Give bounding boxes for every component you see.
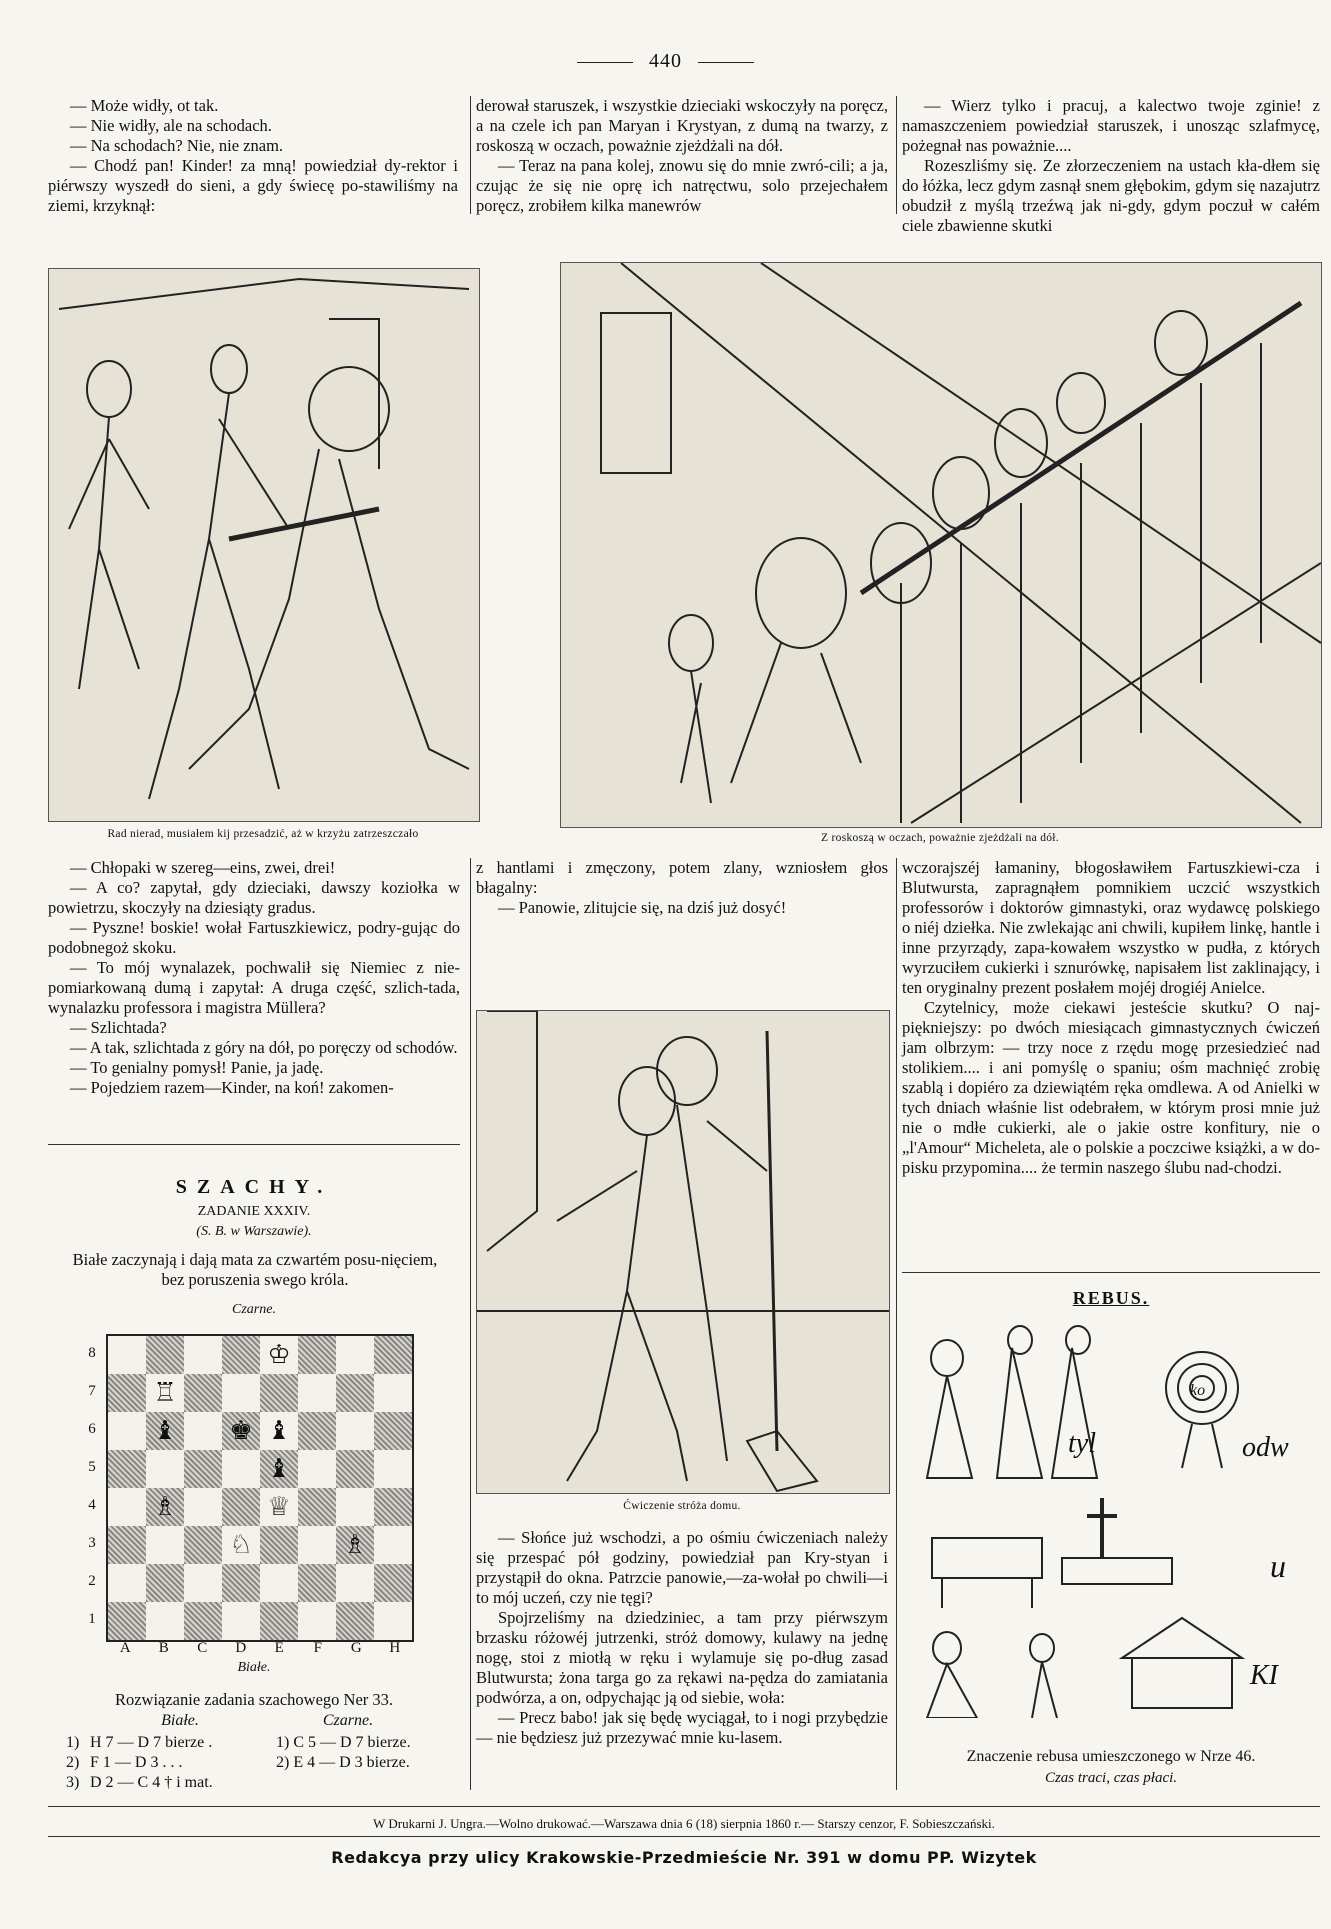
mid-column-1: [48, 858, 460, 1098]
paragraph: — Wierz tylko i pracuj, a kalectwo twoje zginie! z namaszczeniem powiedział staruszek, i unosząc szlafmycę, pożegnał nas poważnie....: [902, 96, 1320, 155]
chess-square: [336, 1450, 374, 1488]
chess-title: SZACHY.: [175, 1176, 333, 1198]
chess-square: [260, 1336, 298, 1374]
chess-piece: ♗: [153, 1492, 177, 1522]
chess-square: [336, 1412, 374, 1450]
chess-square: [184, 1336, 222, 1374]
mid-column-2: [476, 858, 888, 918]
top-column-3: [902, 96, 1320, 236]
middle-caption: Ćwiczenie stróża domu.: [623, 1500, 741, 1512]
illustration-gymnastics-stick: [48, 268, 480, 822]
paragraph: wczorajszéj łamaniny, błogosławiłem Fartuszkiewi-cza i Blutwursta, zapragnąłem pomnikiem uczcić wszystkich professorów i doktorów gimnastyki, oraz wydawcę polskiego o niéj dziełka. Nie zwlekając ani chwili, kupiłem linkę, hantle i inne przyrządy, zapa-kowałem wszystko w pudła, z których wyrzuciłem cukierki i sznurówkę, napisałem list zaklinający, i ten oryginalny prezent posłałem mojéj drogiéj Anielce.: [902, 858, 1320, 997]
file-label: B: [158, 1640, 169, 1656]
paragraph: — Szlichtada?: [70, 1018, 167, 1037]
chess-square: [298, 1374, 336, 1412]
chess-square: [222, 1488, 260, 1526]
paragraph: — Słońce już wschodzi, a po ośmiu ćwiczeniach należy się przespać pół godziny, powiedział pan Kry-styan i przystąpił do okna. Patrzcie panowie,—za-wołał po chwili—i to mój uczeń, czy nie tęgi?: [476, 1528, 888, 1607]
chess-square: [298, 1602, 336, 1640]
paragraph: — Teraz na pana kolej, znowu się do mnie zwró-cili; a ja, czując że się nie oprę ich natręctwu, solo przejechałem poręcz, zrobiłem kilka manewrów: [476, 156, 888, 215]
chess-square: [108, 1412, 146, 1450]
chess-square: [298, 1450, 336, 1488]
chess-square: [184, 1602, 222, 1640]
paragraph: — To genialny pomysł! Panie, ja jadę.: [70, 1058, 324, 1077]
left-caption: Rad nierad, musiałem kij przesadzić, aż w krzyżu zatrzeszczało: [107, 828, 419, 840]
paragraph: — A tak, szlichtada z góry na dół, po poręczy od schodów.: [70, 1038, 458, 1057]
chess-square: [374, 1412, 412, 1450]
paragraph: — To mój wynalazek, pochwalił się Niemiec z nie-pomiarkowaną dumą i zapytał: A druga część, szlich-tada, wynalazku professora i magistra Müllera?: [48, 958, 460, 1017]
file-labels: [106, 1640, 414, 1657]
chess-square: [184, 1488, 222, 1526]
rank-label: 7: [88, 1383, 96, 1399]
black-move: 2) E 4 — D 3 bierze.: [276, 1754, 410, 1771]
paragraph: — Panowie, zlitujcie się, na dziś już dosyć!: [498, 898, 787, 917]
solution-title: Rozwiązanie zadania szachowego Ner 33.: [114, 1690, 394, 1709]
rebus-title: REBUS.: [1072, 1288, 1150, 1308]
right-caption: Z roskoszą w oczach, poważnie zjeżdżali na dół.: [821, 832, 1059, 844]
chess-square: [298, 1564, 336, 1602]
chess-square: [336, 1564, 374, 1602]
rank-label: 3: [88, 1535, 96, 1551]
chess-square: [336, 1336, 374, 1374]
rebus-word-tyl: tyl: [1068, 1428, 1096, 1459]
paragraph: Czytelnicy, może ciekawi jesteście skutku? O naj-piękniejszy: po dwóch miesiącach gimnastycznych ćwiczeń jam olbrzym: — trzy noce z rzędu mogę przesiedzieć nad stolikiem.... i ani pomyślę o spaniu; ośm machnięć zrobię szablą i dopiéro za dziewiątém ręka omdlewa. A od Anielki w tych dniach właśnie list odebrałem, w którym prosi mnie już nie o mdłe cukierki, ale o jakie ostre konfitury, nie o „l'Amour“ Micheleta, ale o polskie a poczciwe książki, a w do-pisku przypomina.... że termin naszego ślubu nad-chodzi.: [902, 998, 1320, 1177]
column-divider: [470, 858, 471, 1790]
footer-rule: [48, 1806, 1320, 1807]
chess-square: [184, 1374, 222, 1412]
rank-labels: [84, 1334, 104, 1638]
rebus-answer-title: Znaczenie rebusa umieszczonego w Nrze 46.: [966, 1748, 1256, 1765]
white-label: Białe.: [237, 1660, 271, 1675]
paragraph: — Chodź pan! Kinder! za mną! powiedział dy-rektor i piérwszy wyszedł do sieni, a gdy świecę po-stawiliśmy na ziemi, krzyknął:: [48, 156, 458, 215]
paragraph: — Na schodach? Nie, nie znam.: [70, 136, 284, 155]
paragraph: z hantlami i zmęczony, potem zlany, wzniosłem głos błagalny:: [476, 858, 888, 897]
paragraph: — A co? zapytał, gdy dzieciaki, dawszy koziołka w powietrzu, skoczyły na dziesiąty gradus.: [48, 878, 460, 917]
rebus-word-ki: KI: [1250, 1660, 1278, 1691]
solution-white-head: Białe.: [161, 1712, 199, 1729]
footer-rule: [48, 1836, 1320, 1837]
rebus-answer: Czas traci, czas płaci.: [1044, 1770, 1178, 1786]
file-label: C: [197, 1640, 208, 1656]
paragraph: — Pojedziem razem—Kinder, na koń! zakomen-: [70, 1078, 394, 1097]
move-row: [66, 1754, 466, 1774]
column-divider: [470, 96, 471, 214]
chess-problem-number: ZADANIE XXXIV.: [197, 1204, 311, 1219]
file-label: F: [313, 1640, 322, 1656]
move-number: 3): [66, 1774, 80, 1791]
rank-label: 8: [88, 1345, 96, 1361]
chess-square: [374, 1374, 412, 1412]
chess-square: [146, 1450, 184, 1488]
chess-square: [184, 1564, 222, 1602]
chess-square: [146, 1602, 184, 1640]
chess-piece: ♖: [153, 1378, 177, 1408]
column-divider: [896, 858, 897, 1790]
chess-square: [146, 1412, 184, 1450]
chess-author: (S. B. w Warszawie).: [196, 1224, 312, 1239]
chess-square: [298, 1412, 336, 1450]
chess-square: [146, 1526, 184, 1564]
chess-square: [374, 1336, 412, 1374]
chess-square: [260, 1450, 298, 1488]
chess-square: [108, 1564, 146, 1602]
illustration-janitor: [476, 1010, 890, 1494]
chess-square: [260, 1412, 298, 1450]
chess-square: [260, 1564, 298, 1602]
chess-square: [108, 1336, 146, 1374]
imprint-line: W Drukarni J. Ungra.—Wolno drukować.—Warszawa dnia 6 (18) sierpnia 1860 r.— Starszy cenzor, F. Sobieszczański.: [373, 1816, 995, 1831]
move-number: 1): [66, 1734, 80, 1751]
chess-square: [146, 1564, 184, 1602]
move-number: 2): [66, 1754, 80, 1771]
paragraph: derował staruszek, i wszystkie dzieciaki wskoczyły na poręcz, a na czele ich pan Maryan i Krystyan, z dumą na twarzy, z roskoszą w oczach, poważnie zjeżdżali na dół.: [476, 96, 888, 155]
top-column-2: [476, 96, 888, 216]
rebus-engraving: [902, 1318, 1320, 1718]
chess-piece: ♘: [229, 1530, 253, 1560]
white-move: D 2 — C 4 † i mat.: [90, 1774, 213, 1791]
paragraph: Rozeszliśmy się. Ze złorzeczeniem na ustach kła-dłem się do łóżka, lecz gdym zasnął snem głębokim, gdym się nazajutrz obudził z myślą trzeźwą jak ni-gdy, gdym poczuł w całém ciele zbawienne skutki: [902, 156, 1320, 235]
chess-square: [374, 1602, 412, 1640]
chess-square: [184, 1526, 222, 1564]
chess-square: [260, 1602, 298, 1640]
paragraph: — Precz babo! jak się będę wyciągał, to i nogi przybędzie — nie będziesz już przezywać mnie ku-lasem.: [476, 1708, 888, 1747]
chess-square: [146, 1336, 184, 1374]
rank-label: 2: [88, 1573, 96, 1589]
editorial-address: Redakcya przy ulicy Krakowskie-Przedmieście Nr. 391 w domu PP. Wizytek: [331, 1848, 1037, 1867]
chess-square: [374, 1564, 412, 1602]
chess-square: [108, 1602, 146, 1640]
rebus-word-u: u: [1270, 1548, 1286, 1584]
file-label: A: [119, 1640, 131, 1656]
chess-square: [108, 1374, 146, 1412]
engraving-figures: [49, 269, 479, 821]
rebus-target-text: ko: [1190, 1382, 1206, 1399]
chess-square: [222, 1602, 260, 1640]
chess-square: [108, 1526, 146, 1564]
move-row: [66, 1734, 466, 1754]
chess-piece: ♕: [267, 1492, 291, 1522]
file-label: H: [389, 1640, 401, 1656]
paragraph: — Chłopaki w szereg—eins, zwei, drei!: [70, 858, 336, 877]
chess-square: [222, 1450, 260, 1488]
chess-square: [222, 1564, 260, 1602]
chess-square: [298, 1336, 336, 1374]
chess-square: [298, 1488, 336, 1526]
rank-label: 4: [88, 1497, 96, 1513]
white-move: F 1 — D 3 . . .: [90, 1754, 183, 1771]
rebus-word-odw: odw: [1242, 1432, 1289, 1463]
file-label: G: [350, 1640, 362, 1656]
mid-column-3: [902, 858, 1320, 1178]
rank-label: 6: [88, 1421, 96, 1437]
chess-square: [336, 1374, 374, 1412]
paragraph: — Pyszne! boskie! wołał Fartuszkiewicz, podry-gując do podobnegoż skoku.: [48, 918, 460, 957]
chess-square: [222, 1526, 260, 1564]
chess-square: [336, 1602, 374, 1640]
chess-square: [374, 1450, 412, 1488]
rank-label: 5: [88, 1459, 96, 1475]
black-label: Czarne.: [232, 1302, 276, 1317]
chess-piece: ♚: [229, 1416, 253, 1446]
paragraph: — Nie widły, ale na schodach.: [70, 116, 272, 135]
chess-square: [222, 1336, 260, 1374]
top-column-1: [48, 96, 458, 216]
chess-square: [374, 1488, 412, 1526]
chess-square: [146, 1374, 184, 1412]
chess-square: [184, 1412, 222, 1450]
chess-square: [222, 1412, 260, 1450]
chess-square: [146, 1488, 184, 1526]
chess-square: [260, 1374, 298, 1412]
chess-square: [108, 1488, 146, 1526]
engraving-janitor-and-wife: [477, 1011, 889, 1493]
chess-piece: ♔: [267, 1340, 291, 1370]
paragraph: — Może widły, ot tak.: [70, 96, 219, 115]
black-move: 1) C 5 — D 7 bierze.: [276, 1734, 411, 1751]
chess-square: [336, 1488, 374, 1526]
chess-task: Białe zaczynają i dają mata za czwartém posu-nięciem, bez poruszenia swego króla.: [72, 1250, 438, 1289]
move-row: [66, 1774, 466, 1794]
chess-square: [108, 1450, 146, 1488]
chess-square: [336, 1526, 374, 1564]
chess-square: [374, 1526, 412, 1564]
solution-black-head: Czarne.: [322, 1712, 374, 1729]
bottom-mid-column: [476, 1528, 888, 1748]
chess-board: [106, 1334, 414, 1642]
section-divider: [48, 1144, 460, 1145]
section-divider: [902, 1272, 1320, 1273]
engraving-staircase: [561, 263, 1321, 827]
chess-square: [260, 1488, 298, 1526]
chess-piece: ♝: [267, 1454, 291, 1484]
chess-square: [298, 1526, 336, 1564]
chess-piece: ♝: [153, 1416, 177, 1446]
chess-square: [184, 1450, 222, 1488]
white-move: H 7 — D 7 bierze .: [90, 1734, 213, 1751]
chess-piece: ♝: [267, 1416, 291, 1446]
solution-moves: [66, 1734, 466, 1794]
chess-piece: ♗: [343, 1530, 367, 1560]
file-label: D: [235, 1640, 247, 1656]
file-label: E: [274, 1640, 284, 1656]
rank-label: 1: [88, 1611, 96, 1627]
chess-square: [222, 1374, 260, 1412]
paragraph: Spojrzeliśmy na dziedziniec, a tam przy piérwszym brzasku różowéj jutrzenki, stróż domowy, kulawy na jednę nogę, stoi z miotłą w ręku i wylamuje się po-dług zasad Blutwursta; żona targa go za rękawi na-pędza do zamiatania podwórza, a on, odpychając ją od siebie, woła:: [476, 1608, 888, 1707]
illustration-banister-slide: [560, 262, 1322, 828]
rebus-picture: [902, 1318, 1320, 1718]
chess-square: [260, 1526, 298, 1564]
page-number: 440: [0, 50, 1331, 73]
column-divider: [896, 96, 897, 214]
